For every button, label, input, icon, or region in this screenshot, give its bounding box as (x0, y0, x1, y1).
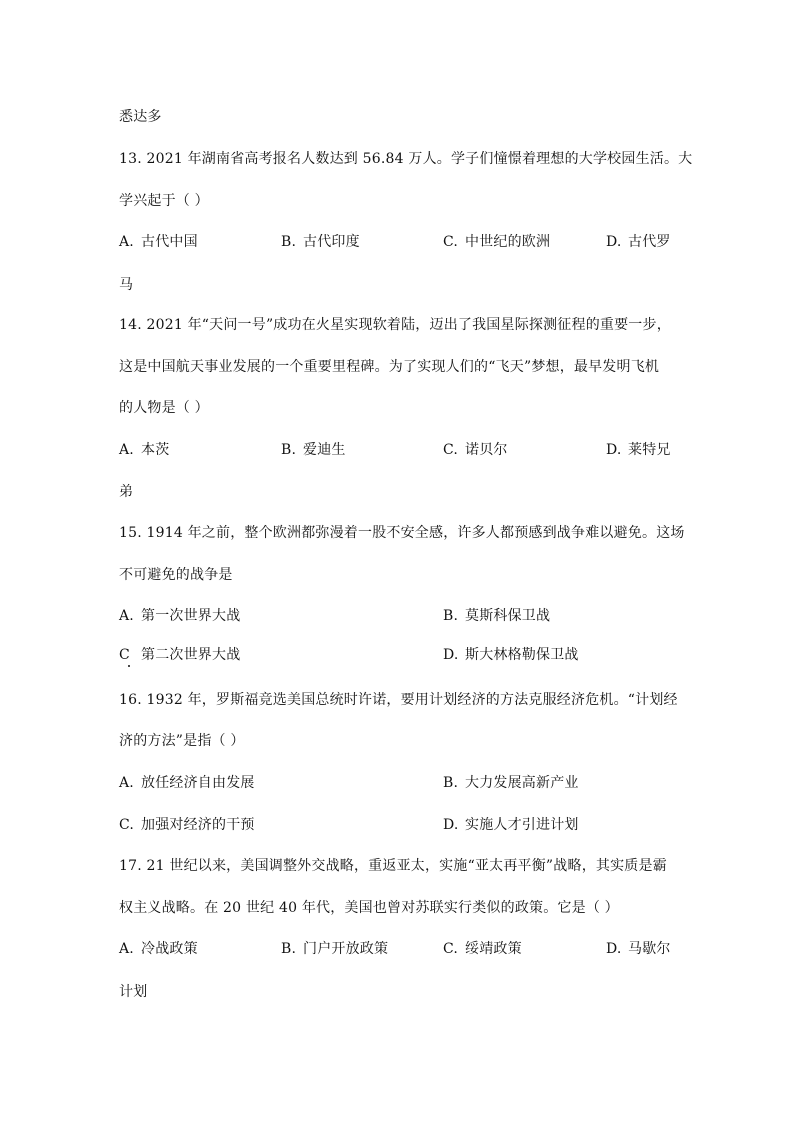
stray-dot (128, 665, 130, 667)
continuation-text: 悉达多 (119, 109, 162, 125)
option-text: 实施人才引进计划 (465, 817, 579, 833)
option-wrap-text: 计划 (119, 984, 148, 1000)
option-a (119, 232, 198, 252)
option-a (119, 939, 198, 959)
option-key: A. (119, 442, 134, 458)
option-text: 古代中国 (141, 234, 198, 250)
option-text: 第二次世界大战 (141, 647, 241, 663)
option-b (281, 939, 388, 959)
option-text: 本茨 (141, 442, 170, 458)
option-text: 斯大林格勒保卫战 (465, 647, 579, 663)
option-b (443, 606, 550, 626)
question-stem-line: 不可避免的战争是 (119, 567, 233, 583)
option-text: 古代罗 (628, 234, 671, 250)
option-key: B. (443, 775, 459, 791)
option-text: 门户开放政策 (303, 941, 389, 957)
option-text: 诺贝尔 (465, 442, 508, 458)
option-key: D. (443, 817, 459, 833)
option-key: B. (281, 442, 297, 458)
option-text: 爱迪生 (303, 442, 346, 458)
option-d (443, 645, 579, 665)
option-key: B. (281, 941, 297, 957)
option-wrap-text: 马 (119, 277, 134, 293)
option-key: C. (119, 817, 135, 833)
option-key: D. (606, 941, 622, 957)
option-key: D. (606, 442, 622, 458)
option-text: 绥靖政策 (465, 941, 522, 957)
option-a (119, 440, 169, 460)
option-key: C. (443, 234, 459, 250)
option-text: 中世纪的欧洲 (465, 234, 551, 250)
option-key: D. (443, 647, 459, 663)
option-text: 大力发展高新产业 (465, 775, 579, 791)
option-d (606, 232, 671, 252)
option-key: C. (443, 442, 459, 458)
option-key: A. (119, 941, 134, 957)
option-c (443, 440, 508, 460)
option-text: 莫斯科保卫战 (465, 608, 551, 624)
question-stem-line: 学兴起于（ ） (119, 193, 209, 209)
question-stem-line: 13. 2021 年湖南省高考报名人数达到 56.84 万人。学子们憧憬着理想的大学校园生活。大 (119, 151, 693, 167)
option-b (443, 773, 579, 793)
question-stem-line: 这是中国航天事业发展的一个重要里程碑。为了实现人们的“飞天”梦想，最早发明飞机 (119, 359, 660, 375)
option-d (606, 939, 671, 959)
option-c (443, 232, 550, 252)
option-key: B. (443, 608, 459, 624)
option-key: B. (281, 234, 297, 250)
option-text: 放任经济自由发展 (141, 775, 255, 791)
option-text: 第一次世界大战 (141, 608, 241, 624)
question-stem-line: 济的方法”是指（ ） (119, 733, 245, 749)
question-stem-line: 17. 21 世纪以来，美国调整外交战略，重返亚太，实施“亚太再平衡”战略，其实质是霸 (119, 858, 667, 874)
option-key: C. (443, 941, 459, 957)
option-key: A. (119, 234, 134, 250)
question-stem-line: 15. 1914 年之前，整个欧洲都弥漫着一股不安全感，许多人都预感到战争难以避免。这场 (119, 525, 685, 541)
option-key: C (119, 647, 130, 663)
option-text: 冷战政策 (141, 941, 198, 957)
question-stem-line: 权主义战略。在 20 世纪 40 年代，美国也曾对苏联实行类似的政策。它是（ ） (119, 900, 619, 916)
option-c (443, 939, 522, 959)
option-b (281, 440, 346, 460)
question-stem-line: 14. 2021 年“天问一号”成功在火星实现软着陆，迈出了我国星际探测征程的重要一步， (119, 317, 671, 333)
question-stem-line: 16. 1932 年，罗斯福竞选美国总统时许诺，要用计划经济的方法克服经济危机。“计划经 (119, 692, 678, 708)
option-wrap-text: 弟 (119, 484, 134, 500)
option-b (281, 232, 360, 252)
option-a (119, 773, 255, 793)
option-a (119, 606, 240, 626)
option-text: 莱特兄 (628, 442, 671, 458)
option-key: A. (119, 775, 134, 791)
option-text: 古代印度 (303, 234, 360, 250)
option-text: 加强对经济的干预 (141, 817, 255, 833)
option-c (119, 645, 240, 665)
option-key: A. (119, 608, 134, 624)
option-d (443, 815, 579, 835)
option-c (119, 815, 255, 835)
option-key: D. (606, 234, 622, 250)
option-text: 马歇尔 (628, 941, 671, 957)
option-d (606, 440, 671, 460)
question-stem-line: 的人物是（ ） (119, 400, 209, 416)
